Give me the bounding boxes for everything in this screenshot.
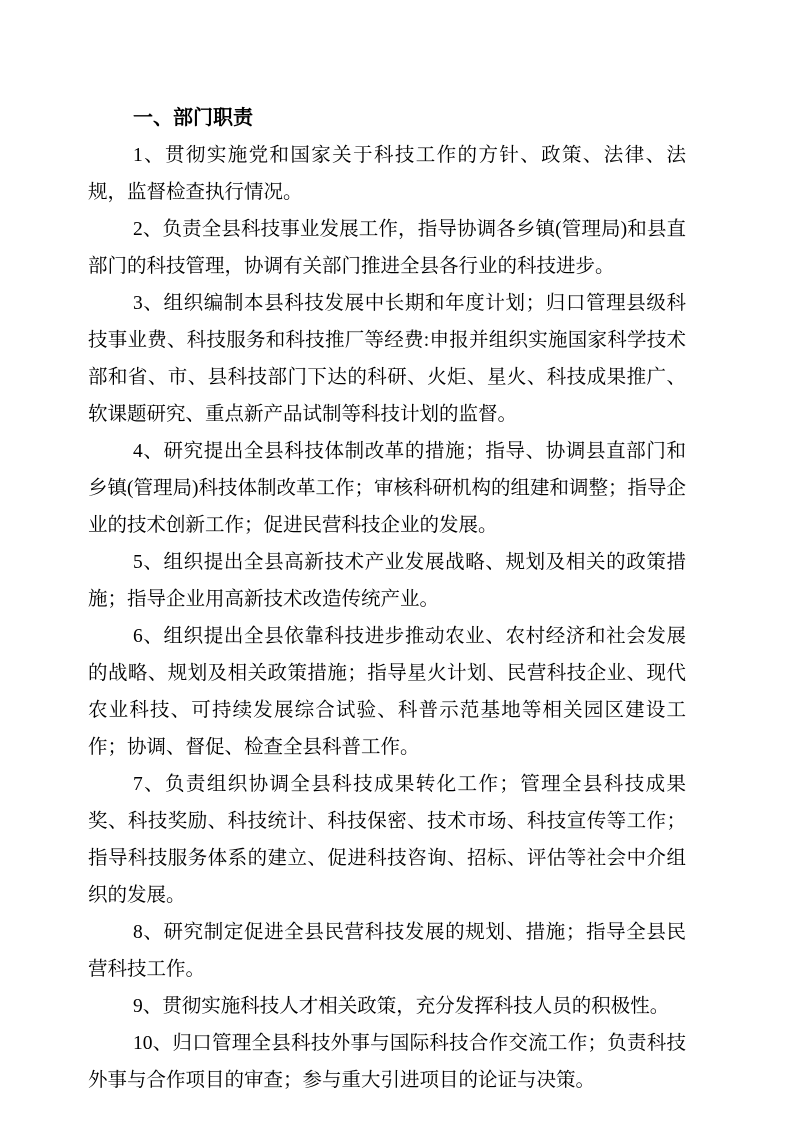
document-content — [88, 100, 686, 1099]
duty-paragraph-3: 3、组织编制本县科技发展中长期和年度计划；归口管理县级科技事业费、科技服务和科技推厂等经费:申报并组织实施国家科学技术部和省、市、县科技部门下达的科研、火炬、星火、科技成果推广、软课题研究、重点新产品试制等科技计划的监督。 — [88, 293, 686, 425]
duty-paragraph-9: 9、贯彻实施科技人才相关政策，充分发挥科技人员的积极性。 — [133, 996, 670, 1017]
duty-paragraph-1: 1、贯彻实施党和国家关于科技工作的方针、政策、法律、法规，监督检查执行情况。 — [88, 145, 686, 203]
duty-paragraph-10: 10、归口管理全县科技外事与国际科技合作交流工作；负责科技外事与合作项目的审查；参与重大引进项目的论证与决策。 — [88, 1033, 686, 1091]
duty-paragraph-4: 4、研究提出全县科技体制改革的措施；指导、协调县直部门和乡镇(管理局)科技体制改革工作；审核科研机构的组建和调整；指导企业的技术创新工作；促进民营科技企业的发展。 — [88, 441, 686, 536]
duty-paragraph-8: 8、研究制定促进全县民营科技发展的规划、措施；指导全县民营科技工作。 — [88, 922, 686, 980]
duty-paragraph-6: 6、组织提出全县依靠科技进步推动农业、农村经济和社会发展的战略、规划及相关政策措施；指导星火计划、民营科技企业、现代农业科技、可持续发展综合试验、科普示范基地等相关园区建设工作；协调、督促、检查全县科普工作。 — [88, 626, 686, 758]
duty-paragraph-7: 7、负责组织协调全县科技成果转化工作；管理全县科技成果奖、科技奖励、科技统计、科技保密、技术市场、科技宣传等工作；指导科技服务体系的建立、促进科技咨询、招标、评估等社会中介组织的发展。 — [88, 774, 686, 906]
duty-paragraph-2: 2、负责全县科技事业发展工作，指导协调各乡镇(管理局)和县直部门的科技管理，协调有关部门推进全县各行业的科技进步。 — [88, 219, 686, 277]
duty-paragraph-5: 5、组织提出全县高新技术产业发展战略、规划及相关的政策措施；指导企业用高新技术改造传统产业。 — [88, 552, 686, 610]
section-title: 一、部门职责 — [133, 107, 253, 129]
